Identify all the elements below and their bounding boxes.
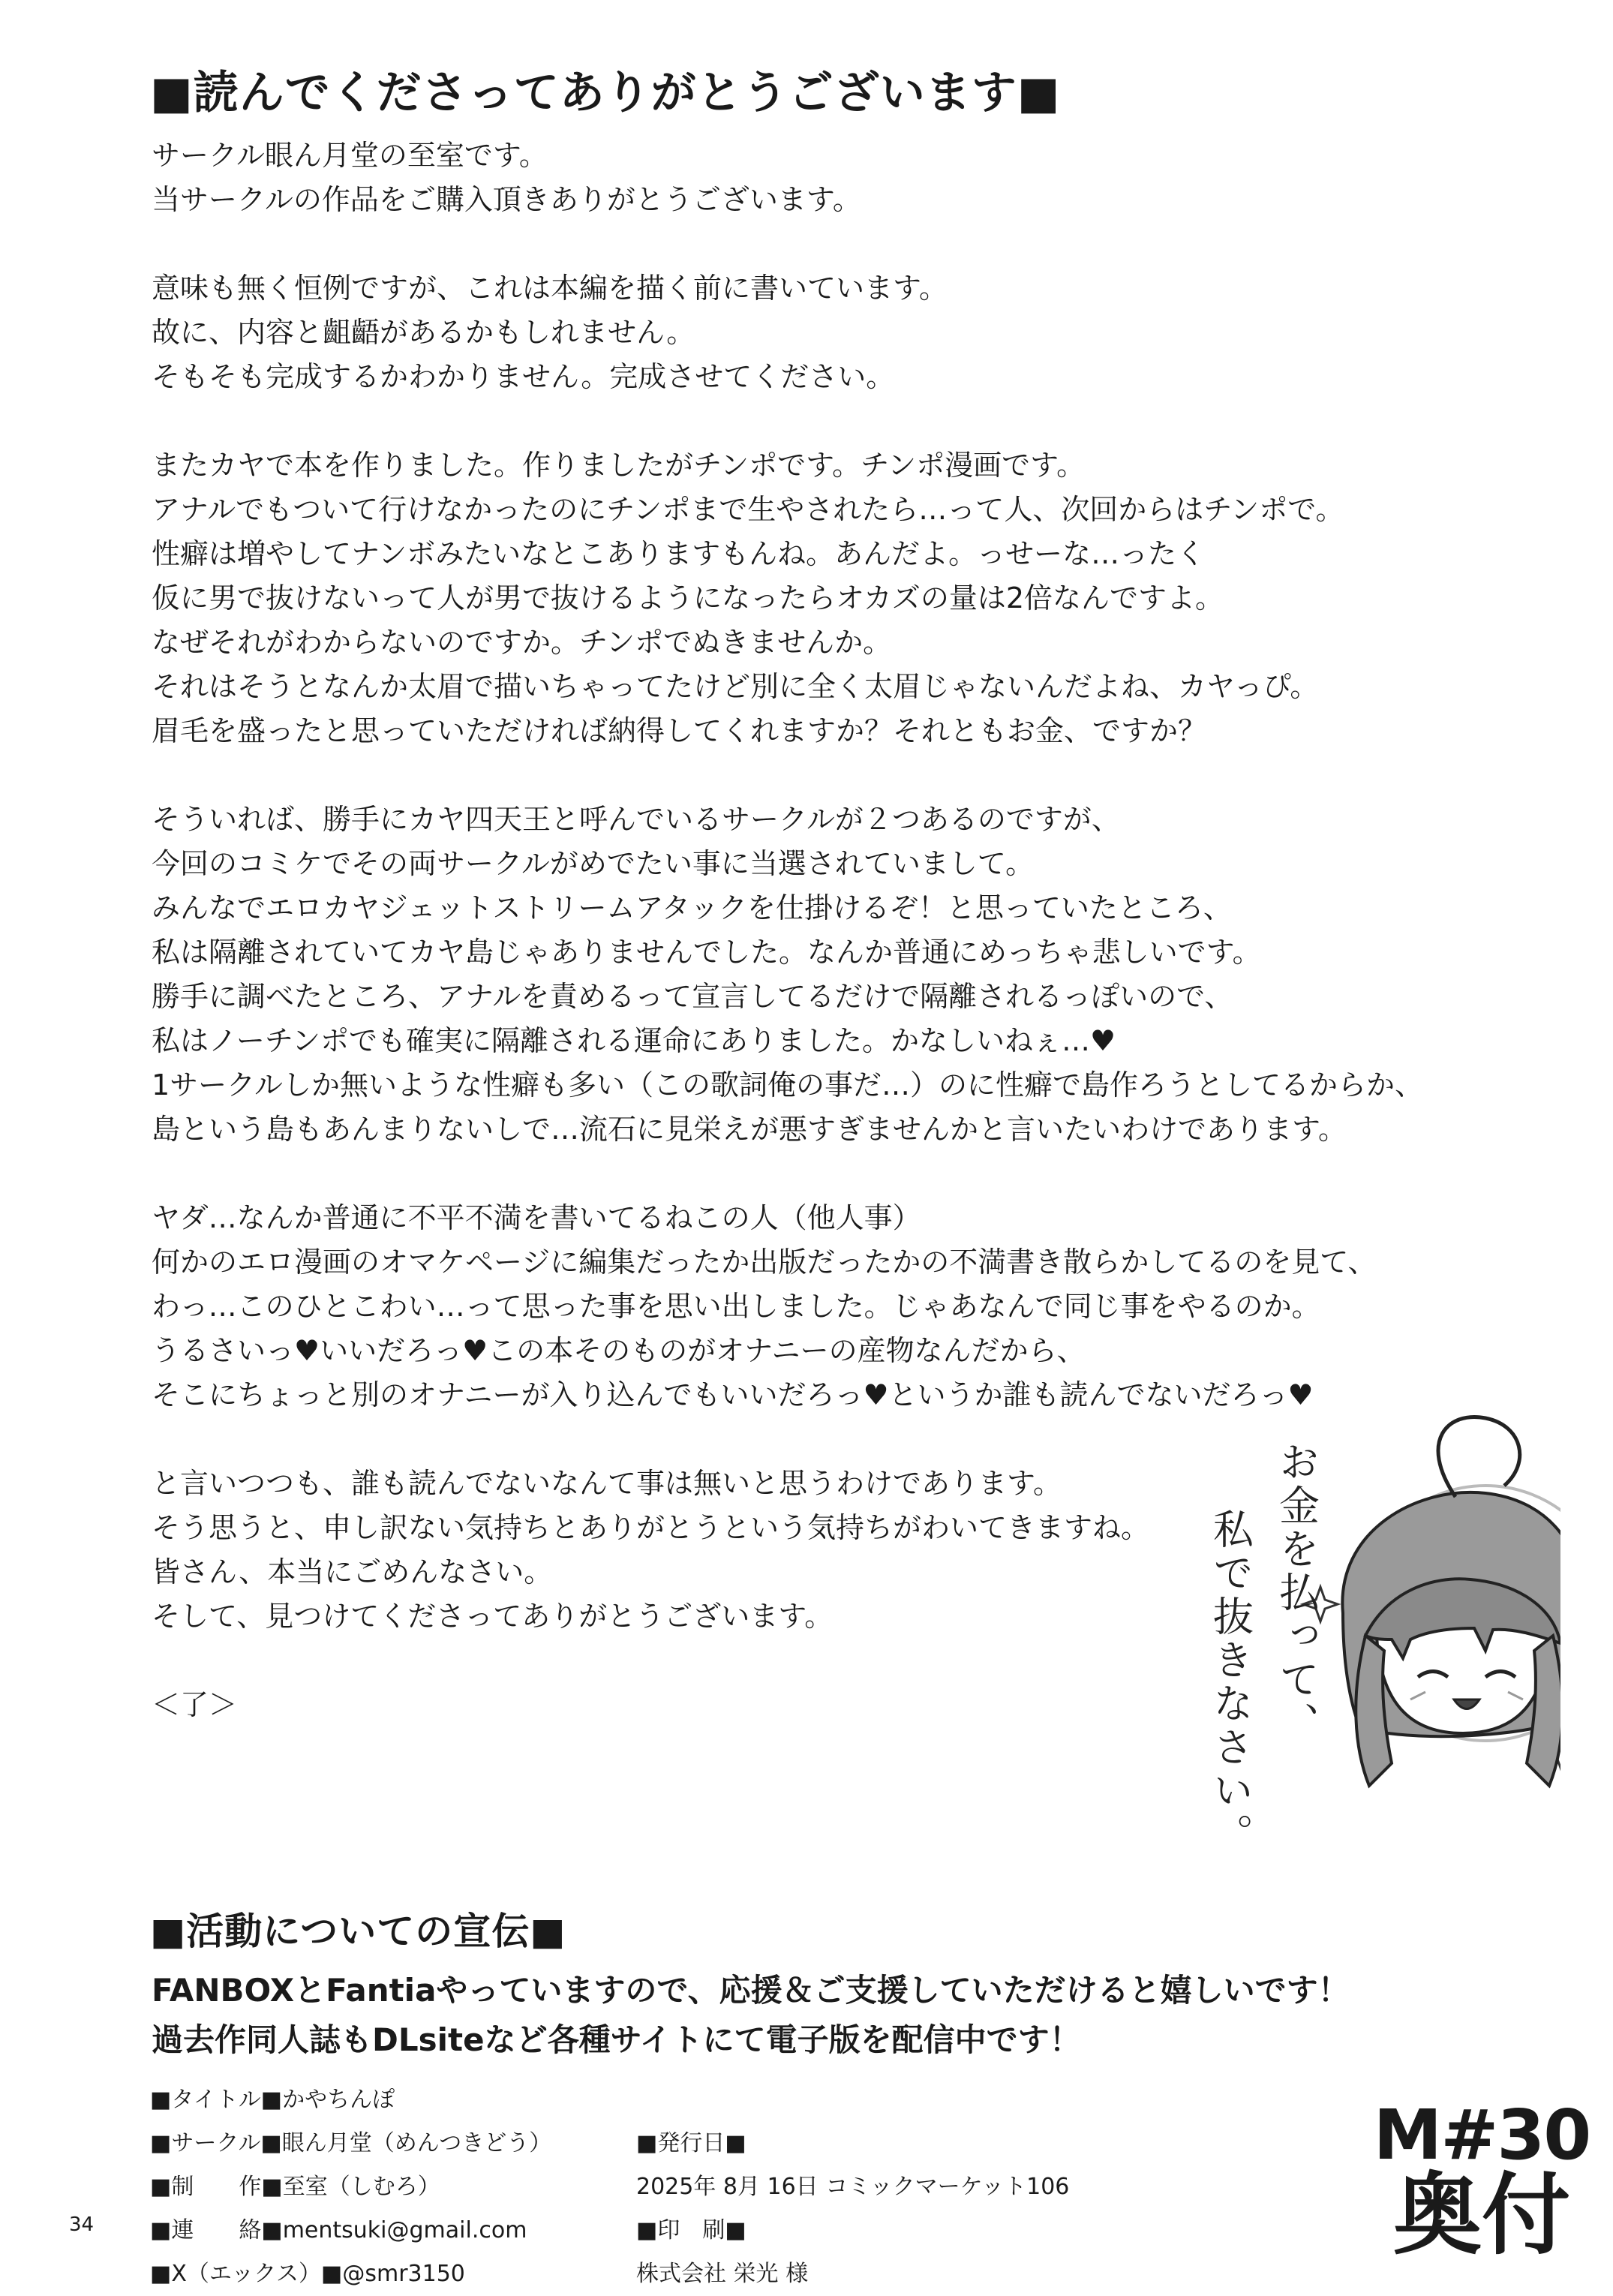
text-line: 私は隔離されていてカヤ島じゃありませんでした。なんか普通にめっちゃ悲しいです。 bbox=[152, 936, 1261, 969]
mascot-illustration bbox=[1095, 1411, 1560, 1876]
colophon-x-account: ■X（エックス）■@smr3150 bbox=[150, 2261, 465, 2287]
colophon-circle: ■サークル■眼ん月堂（めんつきどう） bbox=[150, 2130, 552, 2156]
text-line: 当サークルの作品をご購入頂きありがとうございます。 bbox=[152, 183, 861, 216]
badge-issue-number: M#30 bbox=[1373, 2095, 1590, 2175]
text-line: そもそも完成するかわかりません。完成させてください。 bbox=[152, 360, 895, 393]
badge-label: 奥付 bbox=[1392, 2163, 1570, 2267]
end-mark: ＜了＞ bbox=[152, 1688, 238, 1721]
text-line: 私はノーチンポでも確実に隔離される運命にありました。かなしいねぇ…♥ bbox=[152, 1024, 1116, 1057]
promo-heading: ■活動についての宣伝■ bbox=[150, 1910, 566, 1953]
text-line: と言いつつも、誰も読んでないなんて事は無いと思うわけであります。 bbox=[152, 1467, 1062, 1500]
text-line: 何かのエロ漫画のオマケページに編集だったか出版だったかの不満書き散らかしてるのを見て、 bbox=[152, 1246, 1377, 1279]
text-line: そう思うと、申し訳ない気持ちとありがとうという気持ちがわいてきますね。 bbox=[152, 1511, 1150, 1544]
colophon-contact: ■連 絡■mentsuki@gmail.com bbox=[150, 2217, 527, 2243]
text-line: そこにちょっと別のオナニーが入り込んでもいいだろっ♥というか誰も読んでないだろっ♥ bbox=[152, 1378, 1314, 1411]
promo-line: FANBOXとFantiaやっていますので、応援＆ご支援していただけると嬉しいです！ bbox=[152, 1972, 1350, 2009]
colophon-date: 2025年 8月 16日 コミックマーケット106 bbox=[636, 2174, 1070, 2200]
colophon-left bbox=[150, 2078, 551, 2296]
text-line: 性癖は増やしてナンボみたいなとこありますもんね。あんだよ。っせーな…ったく bbox=[152, 537, 1206, 570]
text-line: ヤダ…なんか普通に不平不満を書いてるねこの人（他人事） bbox=[152, 1201, 921, 1234]
promo-text bbox=[152, 1966, 1350, 2065]
text-line: またカヤで本を作りました。作りましたがチンポです。チンポ漫画です。 bbox=[152, 449, 1086, 482]
promo-line: 過去作同人誌もDLsiteなど各種サイトにて電子版を配信中です！ bbox=[152, 2021, 1081, 2058]
colophon-right bbox=[636, 2122, 1069, 2296]
text-line: アナルでもついて行けなかったのにチンポまで生やされたら…って人、次回からはチンポで。 bbox=[152, 493, 1344, 526]
text-line: 意味も無く恒例ですが、これは本編を描く前に書いています。 bbox=[152, 272, 948, 305]
colophon-printer: 株式会社 栄光 様 bbox=[636, 2261, 809, 2287]
text-line: そういれば、勝手にカヤ四天王と呼んでいるサークルが２つあるのですが、 bbox=[152, 803, 1120, 836]
page-title: ■読んでくださってありがとうございます■ bbox=[150, 67, 1061, 119]
colophon-date-label: ■発行日■ bbox=[636, 2130, 746, 2156]
text-line: なぜそれがわからないのですか。チンポでぬきませんか。 bbox=[152, 626, 892, 659]
colophon-badge bbox=[1373, 2095, 1590, 2267]
paragraph-1 bbox=[152, 134, 1524, 222]
colophon-author: ■制 作■至室（しむろ） bbox=[150, 2174, 440, 2200]
text-line: うるさいっ♥いいだろっ♥この本そのものがオナニーの産物なんだから、 bbox=[152, 1334, 1086, 1367]
paragraph-5 bbox=[152, 1196, 1524, 1417]
text-line: 仮に男で抜けないって人が男で抜けるようになったらオカズの量は2倍なんですよ。 bbox=[152, 582, 1224, 615]
text-line: 眉毛を盛ったと思っていただければ納得してくれますか？それともお金、ですか？ bbox=[152, 714, 1207, 747]
colophon-printer-label: ■印 刷■ bbox=[636, 2217, 746, 2243]
text-line: みんなでエロカヤジェットストリームアタックを仕掛けるぞ！と思っていたところ、 bbox=[152, 891, 1232, 924]
speech-column-1: お金を払って、 bbox=[1272, 1441, 1320, 1745]
page-number: 34 bbox=[69, 2213, 95, 2236]
text-line: 勝手に調べたところ、アナルを責めるって宣言してるだけで隔離されるっぽいので、 bbox=[152, 980, 1233, 1013]
text-line: 皆さん、本当にごめんなさい。 bbox=[152, 1555, 553, 1588]
text-line: それはそうとなんか太眉で描いちゃってたけど別に全く太眉じゃないんだよね、カヤっぴ。 bbox=[152, 670, 1319, 703]
text-line: そして、見つけてくださってありがとうございます。 bbox=[152, 1600, 834, 1633]
colophon-title: ■タイトル■かやちんぽ bbox=[150, 2087, 395, 2113]
text-line: 今回のコミケでその両サークルがめでたい事に当選されていまして。 bbox=[152, 847, 1035, 880]
text-line: 1サークルしか無いような性癖も多い（この歌詞俺の事だ…）のに性癖で島作ろうとしてるからか、 bbox=[152, 1068, 1424, 1101]
text-line: わっ…このひとこわい…って思った事を思い出しました。じゃあなんで同じ事をやるのか。 bbox=[152, 1290, 1320, 1323]
text-line: 故に、内容と齟齬があるかもしれません。 bbox=[152, 316, 695, 349]
paragraph-2 bbox=[152, 266, 1524, 399]
paragraph-3 bbox=[152, 443, 1524, 753]
text-line: サークル眼ん月堂の至室です。 bbox=[152, 139, 548, 172]
speech-column-2: 私で抜きなさい。 bbox=[1206, 1508, 1254, 1856]
text-line: 島という島もあんまりないしで…流石に見栄えが悪すぎませんかと言いたいわけであります。 bbox=[152, 1113, 1347, 1146]
paragraph-4 bbox=[152, 798, 1524, 1152]
